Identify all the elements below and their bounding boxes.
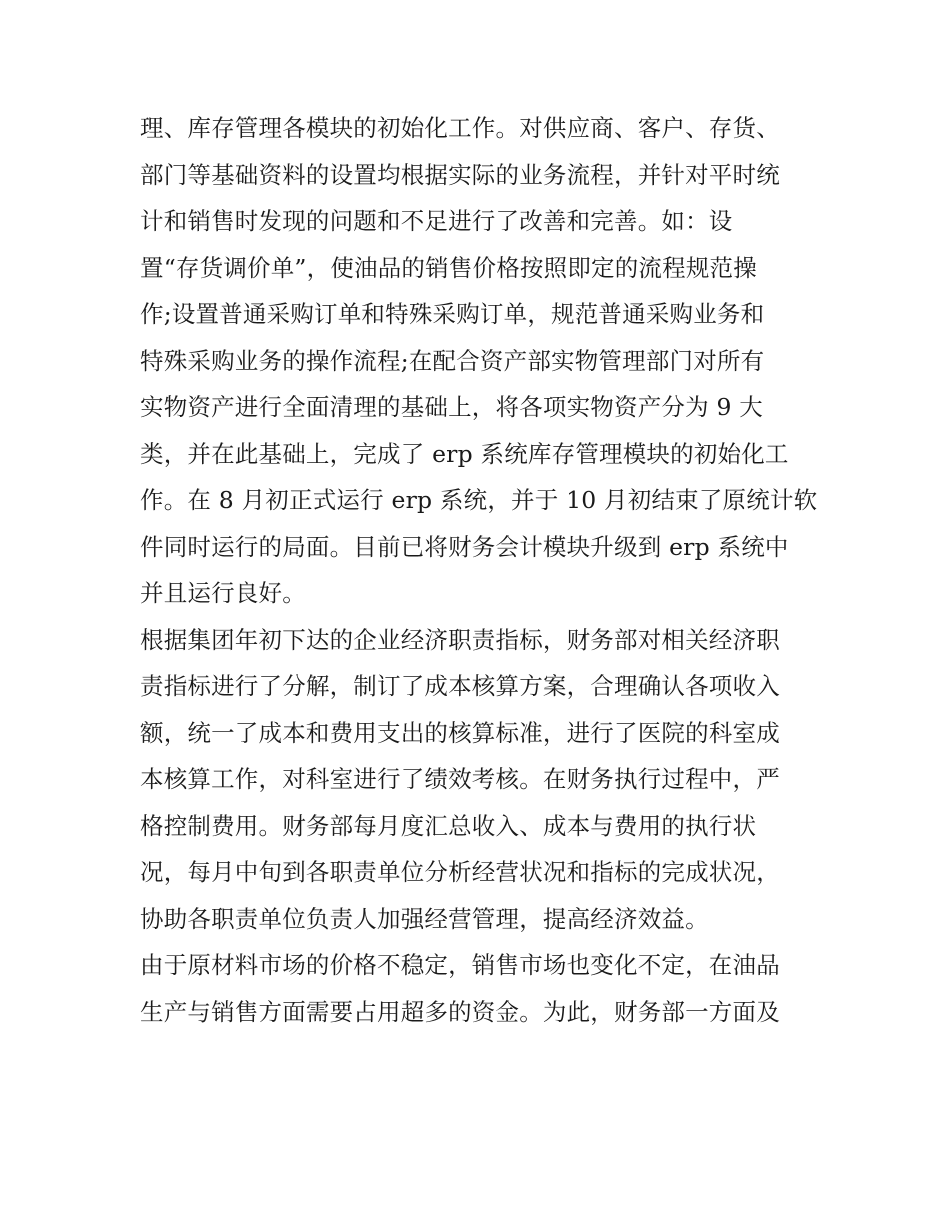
text-line: 况，每月中旬到各职责单位分析经营状况和指标的完成状况， bbox=[140, 858, 780, 886]
text-line: 置“存货调价单”，使油品的销售价格按照即定的流程规范操 bbox=[140, 253, 757, 282]
text-line: 作。在 8 月初正式运行 erp 系统，并于 10 月初结束了原统计软 bbox=[140, 486, 818, 514]
text-line: 作;设置普通采购订单和特殊采购订单，规范普通采购业务和 bbox=[140, 300, 765, 328]
text-line: 责指标进行了分解，制订了成本核算方案，合理确认各项收入 bbox=[140, 672, 780, 700]
text-line: 理、库存管理各模块的初始化工作。对供应商、客户、存货、 bbox=[140, 114, 780, 142]
text-line: 件同时运行的局面。目前已将财务会计模块升级到 erp 系统中 bbox=[140, 532, 789, 561]
text-line: 实物资产进行全面清理的基础上，将各项实物资产分为 9 大 bbox=[140, 393, 763, 421]
text-line: 额，统一了成本和费用支出的核算标准，进行了医院的科室成 bbox=[140, 718, 780, 747]
text-line: 本核算工作，对科室进行了绩效考核。在财务执行过程中，严 bbox=[140, 765, 780, 793]
text-line: 生产与销售方面需要占用超多的资金。为此，财务部一方面及 bbox=[140, 997, 780, 1026]
document-body bbox=[140, 105, 820, 1035]
text-line: 部门等基础资料的设置均根据实际的业务流程，并针对平时统 bbox=[140, 160, 780, 189]
text-line: 格控制费用。财务部每月度汇总收入、成本与费用的执行状 bbox=[140, 811, 757, 840]
text-line: 计和销售时发现的问题和不足进行了改善和完善。如：设 bbox=[140, 207, 733, 235]
text-line: 根据集团年初下达的企业经济职责指标，财务部对相关经济职 bbox=[140, 625, 780, 654]
text-line: 特殊采购业务的操作流程;在配合资产部实物管理部门对所有 bbox=[140, 346, 765, 375]
text-line: 由于原材料市场的价格不稳定，销售市场也变化不定，在油品 bbox=[140, 951, 780, 979]
text-line: 协助各职责单位负责人加强经营管理，提高经济效益。 bbox=[140, 904, 709, 933]
text-line: 并且运行良好。 bbox=[140, 579, 306, 607]
text-line: 类，并在此基础上，完成了 erp 系统库存管理模块的初始化工 bbox=[140, 439, 789, 468]
